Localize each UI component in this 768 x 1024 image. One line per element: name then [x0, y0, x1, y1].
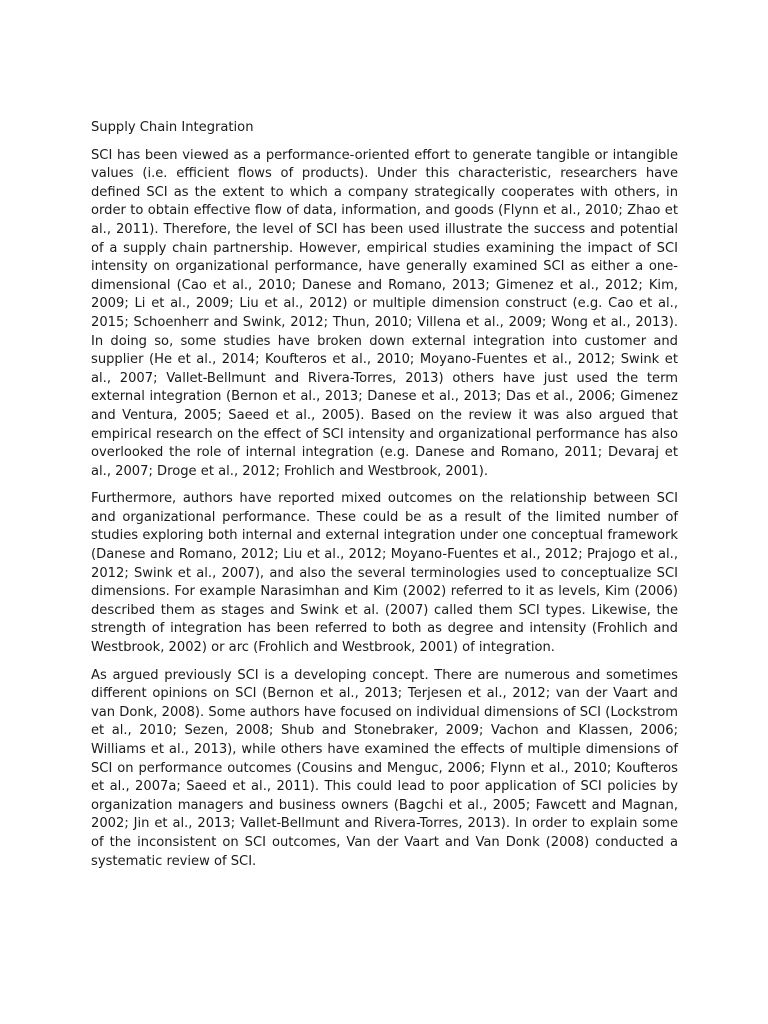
document-page [91, 119, 678, 880]
section-heading: Supply Chain Integration [91, 120, 254, 135]
paragraph-3: As argued previously SCI is a developing concept. There are numerous and sometimes different opinions on SCI (Bernon et al., 2013; Terjesen et al., 2012; van der Vaart and van Donk, 2008). Some authors have focused on individual dimensions of SCI (Lockstrom et al., 2010; Sezen, 2008; Shub and Stonebraker, 2009; Vachon and Klassen, 2006; Williams et al., 2013), while others have examined the effects of multiple dimensions of SCI on performance outcomes (Cousins and Menguc, 2006; Flynn et al., 2010; Koufteros et al., 2007a; Saeed et al., 2011). This could lead to poor application of SCI policies by organization managers and business owners (Bagchi et al., 2005; Fawcett and Magnan, 2002; Jin et al., 2013; Vallet-Bellmunt and Rivera-Torres, 2013). In order to explain some of the inconsistent on SCI outcomes, Van der Vaart and Van Donk (2008) conducted a systematic review of SCI. [91, 667, 678, 869]
paragraph-1: SCI has been viewed as a performance-oriented effort to generate tangible or intangible values (i.e. efficient flows of products). Under this characteristic, researchers have defined SCI as the extent to which a company strategically cooperates with others, in order to obtain effective flow of data, information, and goods (Flynn et al., 2010; Zhao et al., 2011). Therefore, the level of SCI has been used illustrate the success and potential of a supply chain partnership. However, empirical studies examining the impact of SCI intensity on organizational performance, have generally examined SCI as either a one-dimensional (Cao et al., 2010; Danese and Romano, 2013; Gimenez et al., 2012; Kim, 2009; Li et al., 2009; Liu et al., 2012) or multiple dimension construct (e.g. Cao et al., 2015; Schoenherr and Swink, 2012; Thun, 2010; Villena et al., 2009; Wong et al., 2013). In doing so, some studies have broken down external integration into customer and supplier (He et al., 2014; Koufteros et al., 2010; Moyano-Fuentes et al., 2012; Swink et al., 2007; Vallet-Bellmunt and Rivera-Torres, 2013) others have just used the term external integration (Bernon et al., 2013; Danese et al., 2013; Das et al., 2006; Gimenez and Ventura, 2005; Saeed et al., 2005). Based on the review it was also argued that empirical research on the effect of SCI intensity and organizational performance has also overlooked the role of internal integration (e.g. Danese and Romano, 2011; Devaraj et al., 2007; Droge et al., 2012; Frohlich and Westbrook, 2001). [91, 147, 678, 479]
paragraph-2: Furthermore, authors have reported mixed outcomes on the relationship between SCI and organizational performance. These could be as a result of the limited number of studies exploring both internal and external integration under one conceptual framework (Danese and Romano, 2012; Liu et al., 2012; Moyano-Fuentes et al., 2012; Prajogo et al., 2012; Swink et al., 2007), and also the several terminologies used to conceptualize SCI dimensions. For example Narasimhan and Kim (2002) referred to it as levels, Kim (2006) described them as stages and Swink et al. (2007) called them SCI types. Likewise, the strength of integration has been referred to both as degree and intensity (Frohlich and Westbrook, 2002) or arc (Frohlich and Westbrook, 2001) of integration. [91, 491, 678, 656]
